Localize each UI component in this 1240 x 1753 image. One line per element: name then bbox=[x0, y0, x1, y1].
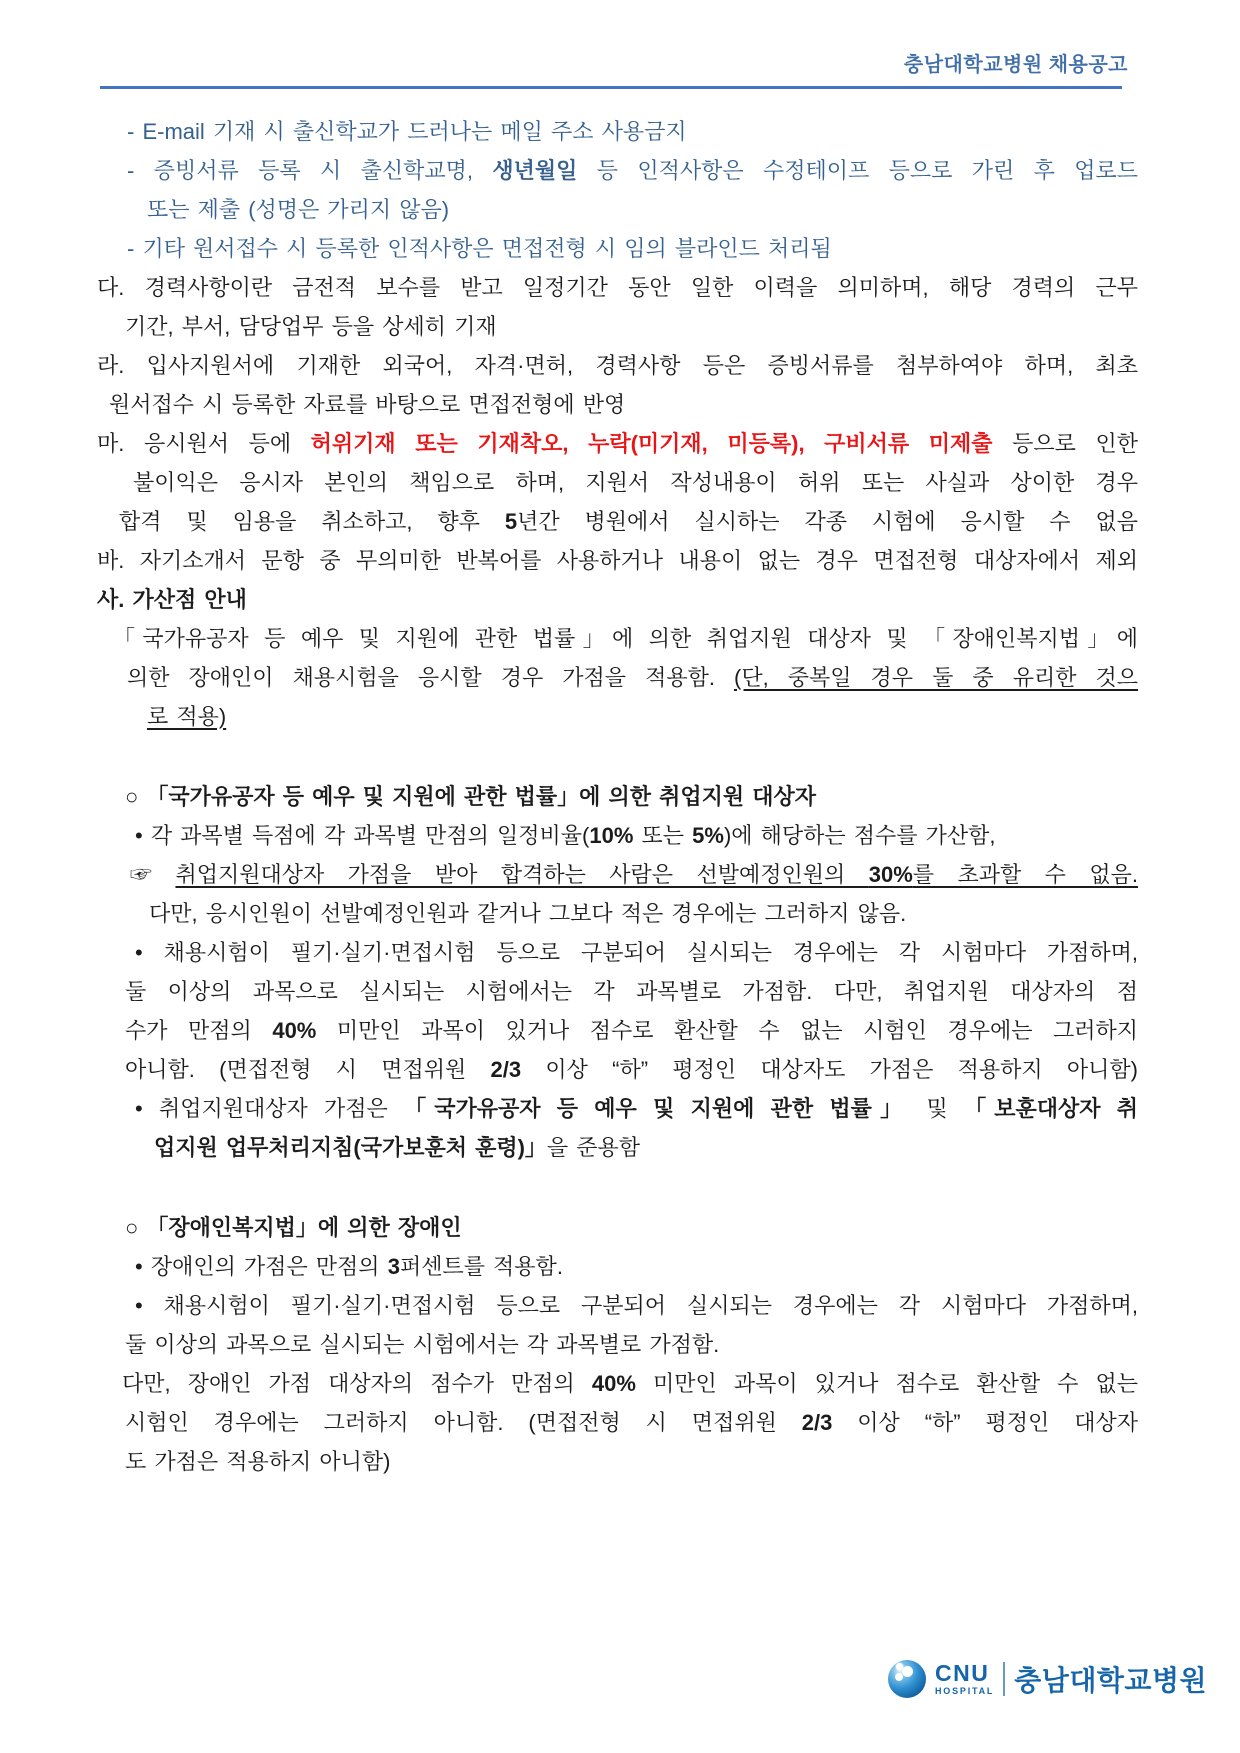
text-line bbox=[97, 1442, 1138, 1481]
text-line bbox=[97, 816, 1138, 855]
text-line bbox=[97, 307, 1138, 346]
text-line bbox=[97, 346, 1138, 385]
text-segment: ○ 「장애인복지법」에 의한 장애인 bbox=[125, 1215, 462, 1240]
text-segment: 40% bbox=[591, 1371, 636, 1396]
text-segment: 5 bbox=[504, 509, 518, 534]
text-line bbox=[97, 1247, 1138, 1286]
text-segment: 등으로 인한 bbox=[992, 431, 1138, 456]
text-segment: 를 초과할 수 없음. bbox=[912, 862, 1138, 887]
text-segment: 원서접수 시 등록한 자료를 바탕으로 면접전형에 반영 bbox=[109, 392, 626, 417]
text-segment: 2/3 bbox=[490, 1057, 522, 1082]
text-line bbox=[97, 112, 1138, 151]
text-segment: 40% bbox=[272, 1018, 317, 1043]
text-line bbox=[97, 385, 1138, 424]
text-segment: 기간, 부서, 담당업무 등을 상세히 기재 bbox=[125, 314, 497, 339]
text-segment: 업지원 업무처리지침(국가보훈처 훈령)」 bbox=[154, 1135, 547, 1160]
text-line bbox=[97, 1050, 1138, 1089]
text-segment: 아니함. (면접전형 시 면접위원 bbox=[125, 1057, 491, 1082]
text-segment: 퍼센트를 적용함. bbox=[399, 1254, 563, 1279]
text-line bbox=[97, 933, 1138, 972]
text-segment: 다. 경력사항이란 금전적 보수를 받고 일정기간 동안 일한 이력을 의미하며, 해당 경력의 근무 bbox=[97, 275, 1138, 300]
text-segment: 사. 가산점 안내 bbox=[97, 587, 247, 612]
text-line bbox=[97, 1208, 1138, 1247]
text-segment: 의한 장애인이 채용시험을 응시할 경우 가점을 적용함. bbox=[127, 665, 734, 690]
text-segment: 「국가유공자 등 예우 및 지원에 관한 법률」 bbox=[404, 1096, 911, 1121]
page-header-title: 충남대학교병원 채용공고 bbox=[903, 54, 1128, 76]
text-line bbox=[97, 1325, 1138, 1364]
text-line bbox=[97, 502, 1138, 541]
text-line bbox=[97, 697, 1138, 736]
text-segment: (단, 중복일 경우 둘 중 유리한 것으 bbox=[734, 665, 1138, 690]
text-line bbox=[97, 894, 1138, 933]
text-segment: ○ 「국가유공자 등 예우 및 지원에 관한 법률」에 의한 취업지원 대상자 bbox=[125, 784, 816, 809]
logo-divider bbox=[1003, 1662, 1005, 1696]
text-segment: 다만, 장애인 가점 대상자의 점수가 만점의 bbox=[122, 1371, 592, 1396]
text-line bbox=[97, 1011, 1138, 1050]
text-segment: 이상 “하” 평정인 대상자도 가점은 적용하지 아니함) bbox=[521, 1057, 1138, 1082]
text-segment: 라. 입사지원서에 기재한 외국어, 자격·면허, 경력사항 등은 증빙서류를 첨부하여야 하며, 최초 bbox=[97, 353, 1138, 378]
text-segment: 바. 자기소개서 문항 중 무의미한 반복어를 사용하거나 내용이 없는 경우 면접전형 대상자에서 제외 bbox=[97, 548, 1138, 573]
document-body bbox=[97, 112, 1138, 1481]
text-line bbox=[97, 190, 1138, 229]
text-segment: 이상 “하” 평정인 대상자 bbox=[832, 1410, 1138, 1435]
text-segment: 로 적용) bbox=[147, 704, 227, 729]
text-segment: 또는 제출 (성명은 가리지 않음) bbox=[147, 197, 450, 222]
hospital-logo bbox=[888, 1658, 1207, 1700]
text-segment: • 취업지원대상자 가점은 bbox=[135, 1096, 405, 1121]
text-line bbox=[97, 541, 1138, 580]
text-line bbox=[97, 151, 1138, 190]
text-segment: 및 bbox=[910, 1096, 965, 1121]
text-segment: 5% bbox=[692, 823, 724, 848]
text-line bbox=[97, 972, 1138, 1011]
text-segment: ☞ bbox=[130, 862, 176, 887]
text-line bbox=[97, 1403, 1138, 1442]
text-segment: 둘 이상의 과목으로 실시되는 시험에서는 각 과목별로 가점함. bbox=[125, 1332, 720, 1357]
text-segment: 미만인 과목이 있거나 점수로 환산할 수 없는 bbox=[635, 1371, 1139, 1396]
text-line bbox=[97, 229, 1138, 268]
text-segment: 10% bbox=[589, 823, 634, 848]
text-line bbox=[97, 463, 1138, 502]
text-segment: 다만, 응시인원이 선발예정인원과 같거나 그보다 적은 경우에는 그러하지 않음. bbox=[149, 901, 907, 926]
text-segment: 등 인적사항은 수정테이프 등으로 가린 후 업로드 bbox=[577, 158, 1138, 183]
text-segment: 마. 응시원서 등에 bbox=[97, 431, 311, 456]
text-segment: - E-mail 기재 시 출신학교가 드러나는 메일 주소 사용금지 bbox=[127, 119, 687, 144]
text-segment: 년간 병원에서 실시하는 각종 시험에 응시할 수 없음 bbox=[517, 509, 1138, 534]
text-segment: )에 해당하는 점수를 가산함, bbox=[723, 823, 996, 848]
cnu-hospital-label: HOSPITAL bbox=[935, 1686, 995, 1696]
text-segment: • 각 과목별 득점에 각 과목별 만점의 일정비율( bbox=[135, 823, 590, 848]
text-segment: 불이익은 응시자 본인의 책임으로 하며, 지원서 작성내용이 허위 또는 사실과 상이한 경우 bbox=[133, 470, 1138, 495]
text-segment: 30% bbox=[868, 862, 913, 887]
text-line bbox=[97, 1089, 1138, 1128]
text-segment: 합격 및 임용을 취소하고, 향후 bbox=[119, 509, 505, 534]
hospital-name: 충남대학교병원 bbox=[1014, 1665, 1208, 1696]
text-segment: 「보훈대상자 취 bbox=[964, 1096, 1139, 1121]
text-segment: 2/3 bbox=[801, 1410, 833, 1435]
text-segment: 3 bbox=[387, 1254, 400, 1279]
text-line bbox=[97, 1286, 1138, 1325]
text-line bbox=[97, 1128, 1138, 1167]
cnu-wordmark bbox=[935, 1662, 994, 1696]
text-segment: - 증빙서류 등록 시 출신학교명, bbox=[127, 158, 493, 183]
text-segment: 시험인 경우에는 그러하지 아니함. (면접전형 시 면접위원 bbox=[125, 1410, 802, 1435]
text-segment: 또는 bbox=[633, 823, 693, 848]
text-line bbox=[97, 424, 1138, 463]
text-segment: 도 가점은 적용하지 아니함) bbox=[125, 1449, 391, 1474]
text-line bbox=[97, 658, 1138, 697]
text-segment: 미만인 과목이 있거나 점수로 환산할 수 없는 시험인 경우에는 그러하지 bbox=[316, 1018, 1138, 1043]
text-segment: 취업지원대상자 가점을 받아 합격하는 사람은 선발예정인원의 bbox=[175, 862, 869, 887]
text-segment: • 장애인의 가점은 만점의 bbox=[135, 1254, 388, 1279]
text-line bbox=[97, 580, 1138, 619]
text-segment: • 채용시험이 필기·실기·면접시험 등으로 구분되어 실시되는 경우에는 각 시험마다 가점하며, bbox=[135, 1293, 1138, 1318]
text-line bbox=[97, 619, 1138, 658]
text-segment: 을 준용함 bbox=[546, 1135, 641, 1160]
text-segment: 수가 만점의 bbox=[125, 1018, 273, 1043]
header-rule bbox=[100, 86, 1122, 89]
text-segment: - 기타 원서접수 시 등록한 인적사항은 면접전형 시 임의 블라인드 처리됨 bbox=[127, 236, 832, 261]
text-segment: 허위기재 또는 기재착오, 누락(미기재, 미등록), 구비서류 미제출 bbox=[310, 431, 993, 456]
text-line bbox=[97, 268, 1138, 307]
text-line bbox=[97, 1364, 1138, 1403]
text-segment: 생년월일 bbox=[492, 158, 578, 183]
cnu-globe-icon bbox=[888, 1660, 926, 1698]
text-segment: 「국가유공자 등 예우 및 지원에 관한 법률」에 의한 취업지원 대상자 및 「장애인복지법」에 bbox=[113, 626, 1138, 651]
text-line bbox=[97, 777, 1138, 816]
text-segment: • 채용시험이 필기·실기·면접시험 등으로 구분되어 실시되는 경우에는 각 시험마다 가점하며, bbox=[135, 940, 1138, 965]
text-line bbox=[97, 855, 1138, 894]
text-segment: 둘 이상의 과목으로 실시되는 시험에서는 각 과목별로 가점함. 다만, 취업지원 대상자의 점 bbox=[125, 979, 1138, 1004]
cnu-acronym: CNU bbox=[935, 1660, 990, 1686]
